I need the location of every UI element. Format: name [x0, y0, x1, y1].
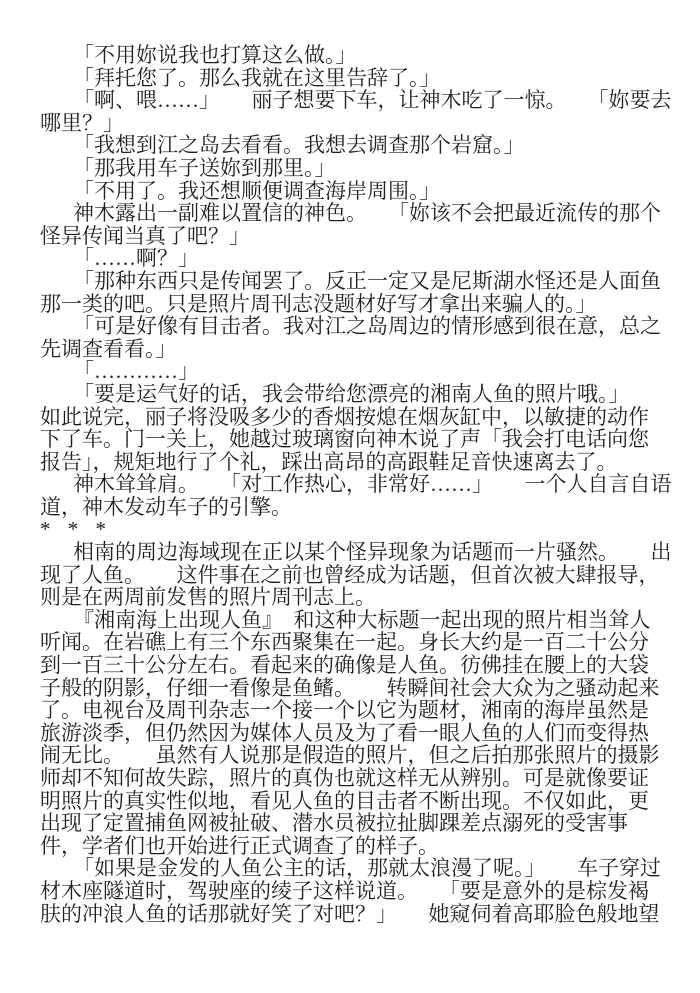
- text-line: 神木耸耸肩。 「对工作热心，非常好……」 一个人自言自语: [73, 472, 672, 497]
- text-line: 「…………」: [73, 359, 199, 384]
- text-line: 怪异传闻当真了吧？」: [40, 223, 250, 248]
- text-line: 「那我用车子送妳到那里。」: [73, 155, 336, 180]
- text-line: 材木座隧道时，驾驶座的绫子这样说道。 「要是意外的是棕发褐: [40, 878, 649, 903]
- text-line: 「不用了。我还想顺便调查海岸周围。」: [73, 178, 441, 203]
- text-line: 出现了定置捕鱼网被扯破、潜水员被拉扯脚踝差点溺死的受害事: [40, 811, 628, 836]
- text-line: 到一百三十公分左右。看起来的确像是人鱼。彷佛挂在腰上的大袋: [40, 653, 649, 678]
- text-line: 肤的冲浪人鱼的话那就好笑了对吧？」 她窥伺着高耶脸色般地望: [40, 901, 660, 926]
- text-line: 『湘南海上出现人鱼』 和这种大标题一起出现的照片相当耸人: [73, 607, 651, 632]
- text-line: 道，神木发动车子的引擎。: [40, 494, 292, 519]
- text-line: 「……啊？」: [73, 246, 199, 271]
- text-line: 明照片的真实性似地，看见人鱼的目击者不断出现。不仅如此，更: [40, 788, 649, 813]
- text-line: 下了车。门一关上，她越过玻璃窗向神木说了声「我会打电话向您: [40, 427, 649, 452]
- text-line: 「我想到江之岛去看看。我想去调查那个岩窟。」: [73, 133, 525, 158]
- text-line: 神木露出一副难以置信的神色。 「妳该不会把最近流传的那个: [73, 201, 661, 226]
- text-line: 哪里？」: [40, 110, 124, 135]
- text-line: 「要是运气好的话，我会带给您漂亮的湘南人鱼的照片哦。」: [73, 381, 630, 406]
- text-line: 先调查看看。」: [40, 336, 177, 361]
- text-line: 那一类的吧。只是照片周刊志没题材好写才拿出来骗人的。」: [40, 291, 597, 316]
- text-line: 师却不知何故失踪，照片的真伪也就这样无从辨别。可是就像要证: [40, 766, 649, 790]
- text-line: 如此说完，丽子将没吸多少的香烟按熄在烟灰缸中，以敏捷的动作: [40, 404, 649, 429]
- text-line: 「不用妳说我也打算这么做。」: [73, 43, 357, 67]
- section-separator: * * *: [40, 517, 112, 542]
- text-line: 了。电视台及周刊杂志一个接一个以它为题材，湘南的海岸虽然是: [40, 698, 649, 723]
- text-line: 报告」，规矩地行了个礼，踩出高昂的高跟鞋足音快速离去了。: [40, 449, 618, 474]
- text-line: 相南的周边海域现在正以某个怪异现象为话题而一片骚然。 出: [73, 540, 672, 565]
- text-line: 「啊、喂……」 丽子想要下车，让神木吃了一惊。 「妳要去: [73, 88, 672, 113]
- text-line: 「那种东西只是传闻罢了。反正一定又是尼斯湖水怪还是人面鱼: [73, 268, 661, 293]
- text-line: 子般的阴影，仔细一看像是鱼鳍。 转瞬间社会大众为之骚动起来: [40, 675, 660, 700]
- text-line: 闹无比。 虽然有人说那是假造的照片，但之后拍那张照片的摄影: [40, 743, 660, 768]
- text-line: 「可是好像有目击者。我对江之岛周边的情形感到很在意，总之: [73, 314, 661, 339]
- text-line: 则是在两周前发售的照片周刊志上。: [40, 585, 376, 610]
- text-line: 「如果是金发的人鱼公主的话，那就太浪漫了呢。」 车子穿过: [73, 856, 661, 881]
- text-line: 旅游淡季，但仍然因为媒体人员及为了看一眼人鱼的人们而变得热: [40, 720, 649, 745]
- text-line: 听闻。在岩礁上有三个东西聚集在一起。身长大约是一百二十公分: [40, 630, 649, 655]
- text-line: 现了人鱼。 这件事在之前也曾经成为话题，但首次被大肆报导，: [40, 562, 660, 587]
- text-line: 件，学者们也开始进行正式调查了的样子。: [40, 833, 439, 858]
- text-line: 「拜托您了。那么我就在这里告辞了。」: [73, 65, 441, 90]
